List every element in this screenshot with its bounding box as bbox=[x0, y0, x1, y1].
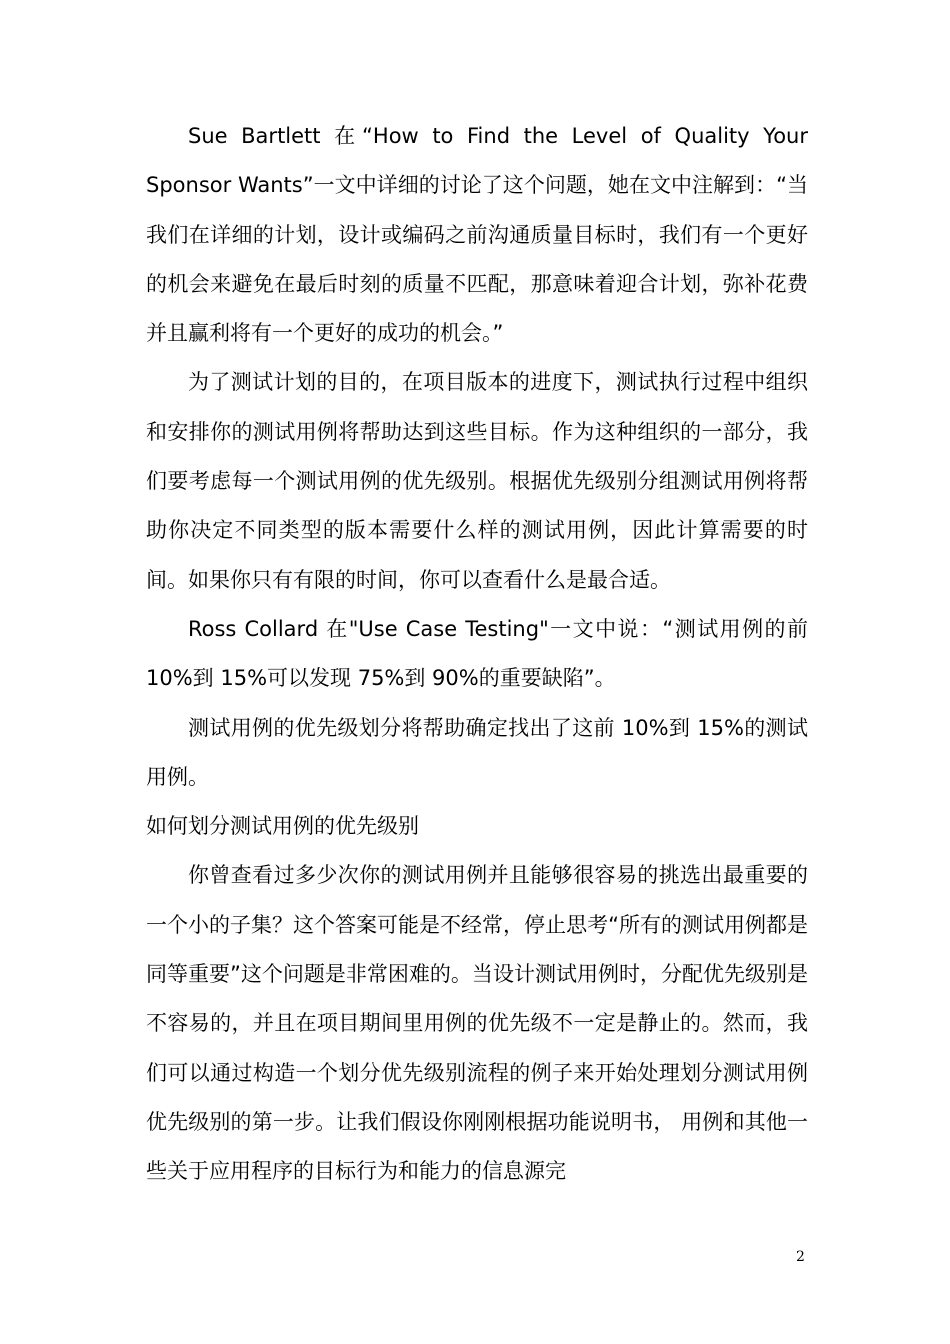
paragraph-ross-collard-quote: Ross Collard 在"Use Case Testing"一文中说：“测试用例的前 10%到 15%可以发现 75%到 90%的重要缺陷”。 bbox=[146, 616, 808, 691]
section-heading: 如何划分测试用例的优先级别 bbox=[146, 814, 419, 839]
page-number: 2 bbox=[796, 1249, 805, 1265]
paragraph-sue-bartlett-quote: Sue Bartlett 在“How to Find the Level of Quality Your Sponsor Wants”一文中详细的讨论了这个问题，她在文中注解到：“当我们在详细的计划，设计或编码之前沟通质量目标时，我们有一个更好的机会来避免在最后时刻的质量不匹配，那意味着迎合计划，弥补花费并且赢利将有一个更好的成功的机会。” bbox=[146, 124, 808, 346]
paragraph-test-planning: 为了测试计划的目的，在项目版本的进度下，测试执行过程中组织和安排你的测试用例将帮助达到这些目标。作为这种组织的一部分，我们要考虑每一个测试用例的优先级别。根据优先级别分组测试用例将帮助你决定不同类型的版本需要什么样的测试用例，因此计算需要的时间。如果你只有有限的时间，你可以查看什么是最合适。 bbox=[146, 370, 808, 592]
paragraph-how-to-prioritize: 你曾查看过多少次你的测试用例并且能够很容易的挑选出最重要的一个小的子集？这个答案可能是不经常，停止思考“所有的测试用例都是同等重要”这个问题是非常困难的。当设计测试用例时，分配优先级别是不容易的，并且在项目期间里用例的优先级不一定是静止的。然而，我们可以通过构造一个划分优先级别流程的例子来开始处理划分测试用例优先级别的第一步。让我们假设你刚刚根据功能说明书， 用例和其他一些关于应用程序的目标行为和能力的信息源完 bbox=[146, 863, 808, 1184]
paragraph-priority-purpose: 测试用例的优先级划分将帮助确定找出了这前 10%到 15%的测试用例。 bbox=[146, 715, 808, 789]
document-body bbox=[146, 112, 808, 1197]
